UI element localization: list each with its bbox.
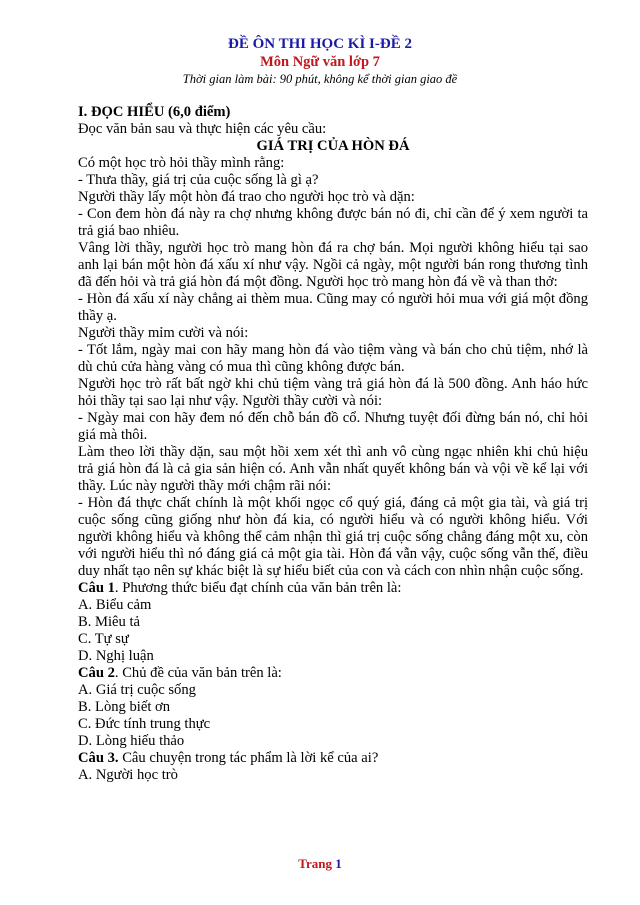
question-label: Câu 3. xyxy=(78,750,119,766)
question-3 xyxy=(78,750,588,784)
story-paragraph: Có một học trò hỏi thầy mình rằng: xyxy=(78,155,285,171)
answer-option: B. Miêu tả xyxy=(78,614,141,630)
story-paragraph: Người thầy lấy một hòn đá trao cho người học trò và dặn: xyxy=(78,189,415,205)
answer-option: C. Tự sự xyxy=(78,631,129,647)
question-text: Chủ đề của văn bản trên là: xyxy=(122,665,282,681)
story-paragraph: - Tốt lắm, ngày mai con hãy mang hòn đá vào tiệm vàng và bán cho chủ tiệm, nhớ là dù chủ cửa hàng vàng có mua thì cũng không được bán. xyxy=(78,342,588,375)
document-body xyxy=(78,104,588,784)
section-instruction: Đọc văn bản sau và thực hiện các yêu cầu: xyxy=(78,121,327,137)
question-label: Câu 2 xyxy=(78,665,115,681)
story-paragraph: - Ngày mai con hãy đem nó đến chỗ bán đồ cổ. Nhưng tuyệt đối đừng bán nó, chỉ hỏi giá mà thôi. xyxy=(78,410,588,443)
question-stem xyxy=(78,580,588,597)
question-label: Câu 1 xyxy=(78,580,115,596)
story-paragraph: Người học trò rất bất ngờ khi chủ tiệm vàng trả giá hòn đá là 500 đồng. Anh háo hức hỏi thầy tại sao lại như vậy. Người thầy cười và nói: xyxy=(78,376,588,409)
story-paragraph: - Thưa thầy, giá trị của cuộc sống là gì ạ? xyxy=(78,172,319,188)
answer-option: C. Đức tính trung thực xyxy=(78,716,211,732)
question-stem xyxy=(78,665,588,682)
question-2 xyxy=(78,665,588,750)
question-text: Phương thức biểu đạt chính của văn bản trên là: xyxy=(122,580,402,596)
answer-option: A. Giá trị cuộc sống xyxy=(78,682,196,698)
question-stem xyxy=(78,750,588,767)
story-paragraph: Người thầy mỉm cười và nói: xyxy=(78,325,249,341)
story-paragraph: Vâng lời thầy, người học trò mang hòn đá ra chợ bán. Mọi người không hiểu tại sao anh lại bán một hòn đá xấu xí như vậy. Ngồi cả ngày, một người bán rong thương tình đã đến hỏi và trả giá hòn đá một đồng. Người học trò mang hòn đá về và than thở: xyxy=(78,240,588,290)
question-separator: . xyxy=(114,665,123,681)
page-label: Trang xyxy=(298,856,332,871)
story-paragraph: - Hòn đá thực chất chính là một khối ngọc cổ quý giá, đáng cả một gia tài, và giá trị cuộc sống cũng giống như hòn đá kia, có người hiểu và có người không hiểu. Với người không hiểu và không thể cảm nhận thì giá trị cuộc sống chẳng đáng một xu, còn với người hiểu thì nó đáng giá cả một gia tài. Hòn đá vẫn vậy, cuộc sống vẫn thế, điều duy nhất tạo nên sự khác biệt là sự hiểu biết của con và cách con nhìn nhận cuộc sống. xyxy=(78,495,588,579)
question-text: Câu chuyện trong tác phẩm là lời kể của ai? xyxy=(122,750,379,766)
document-title: ĐỀ ÔN THI HỌC KÌ I-ĐỀ 2 xyxy=(228,36,412,52)
answer-option: A. Người học trò xyxy=(78,767,178,783)
section-heading: I. ĐỌC HIỂU (6,0 điểm) xyxy=(78,104,231,120)
answer-option: D. Lòng hiếu thảo xyxy=(78,733,185,749)
question-1 xyxy=(78,580,588,665)
story-paragraph: - Hòn đá xấu xí này chẳng ai thèm mua. Cũng may có người hỏi mua với giá một đồng thầy ạ. xyxy=(78,291,588,324)
answer-option: D. Nghị luận xyxy=(78,648,154,664)
story-paragraph: - Con đem hòn đá này ra chợ nhưng không được bán nó đi, chỉ cần để ý xem người ta trả giá bao nhiêu. xyxy=(78,206,588,239)
subject-line: Môn Ngữ văn lớp 7 xyxy=(260,54,380,70)
story-title: GIÁ TRỊ CỦA HÒN ĐÁ xyxy=(256,138,410,154)
page-footer xyxy=(0,856,640,872)
question-separator: . xyxy=(114,580,123,596)
page-number: 1 xyxy=(335,856,342,871)
time-note: Thời gian làm bài: 90 phút, không kể thời gian giao đề xyxy=(182,72,458,86)
answer-option: B. Lòng biết ơn xyxy=(78,699,171,715)
story-paragraph: Làm theo lời thầy dặn, sau một hồi xem xét thì anh vô cùng ngạc nhiên khi chủ hiệu trả giá hòn đá là cả gia sản hiện có. Anh vẫn nhất quyết không bán và vội về kể lại với thầy. Lúc này người thầy mới chậm rãi nói: xyxy=(78,444,588,494)
answer-option: A. Biểu cảm xyxy=(78,597,152,613)
